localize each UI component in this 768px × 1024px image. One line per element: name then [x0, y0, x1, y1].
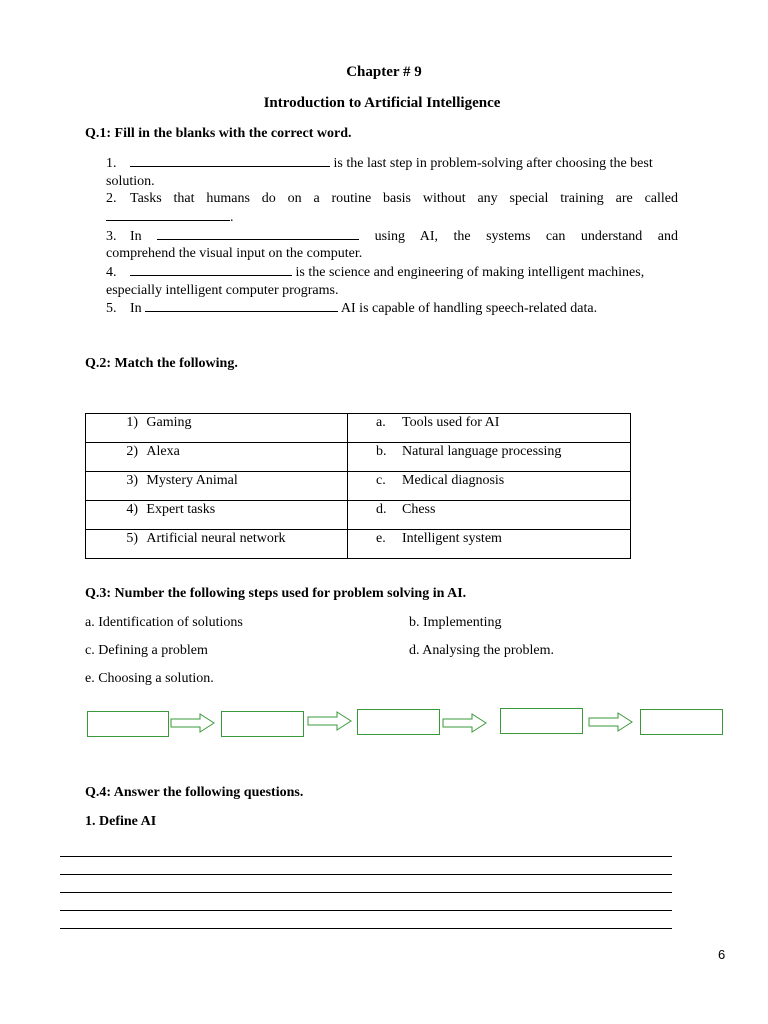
q1-item-1 [106, 154, 678, 191]
q1-item-2 [106, 190, 678, 208]
step-box-3[interactable] [357, 709, 440, 735]
table-row [86, 443, 631, 472]
step-b: b. Implementing [409, 615, 502, 630]
answer-line[interactable] [60, 892, 672, 893]
item-number: 4. [106, 265, 117, 280]
right-item: Medical diagnosis [402, 473, 505, 488]
step-e: e. Choosing a solution. [85, 671, 214, 686]
answer-line[interactable] [60, 874, 672, 875]
left-item: Mystery Animal [146, 473, 238, 488]
left-item: Gaming [146, 415, 192, 430]
q1-item-3-cont: comprehend the visual input on the computer. [106, 246, 363, 261]
right-letter: d. [376, 502, 387, 517]
table-row [86, 414, 631, 443]
item-text: Tasks that humans do on a routine basis without any special training are called [130, 191, 678, 206]
left-number: 3) [126, 473, 138, 488]
page-number: 6 [718, 947, 726, 962]
right-letter: b. [376, 444, 387, 459]
chapter-label: Chapter # 9 [346, 64, 422, 80]
right-letter: e. [376, 531, 386, 546]
q1-item-4 [106, 263, 678, 300]
left-item: Expert tasks [146, 502, 216, 517]
item-number: 1. [106, 156, 117, 171]
right-item: Tools used for AI [402, 415, 500, 430]
item-text: using AI, the systems can understand and [374, 229, 678, 244]
blank-field[interactable] [130, 154, 330, 167]
right-arrow-icon [307, 711, 353, 731]
q1-heading: Q.1: Fill in the blanks with the correct word. [85, 126, 352, 141]
q2-heading: Q.2: Match the following. [85, 356, 238, 371]
item-text-cont: especially intelligent computer programs. [106, 283, 339, 298]
left-number: 4) [126, 502, 138, 517]
q4-sub-question: 1. Define AI [85, 814, 157, 829]
answer-line[interactable] [60, 910, 672, 911]
left-number: 2) [126, 444, 138, 459]
step-box-2[interactable] [221, 711, 304, 737]
page-title: Introduction to Artificial Intelligence [263, 95, 501, 111]
item-text: is the last step in problem-solving after choosing the best [333, 156, 653, 171]
left-item: Alexa [146, 444, 180, 459]
step-a: a. Identification of solutions [85, 615, 243, 630]
blank-field[interactable] [157, 227, 359, 240]
left-number: 5) [126, 531, 138, 546]
item-text-cont: solution. [106, 174, 155, 189]
table-row [86, 472, 631, 501]
right-arrow-icon [170, 713, 216, 733]
item-text: In [130, 229, 142, 244]
item-number: 5. [106, 301, 117, 316]
q1-item-5 [106, 299, 678, 318]
step-d: d. Analysing the problem. [409, 643, 555, 658]
item-text: AI is capable of handling speech-related data. [340, 301, 598, 316]
right-arrow-icon [588, 712, 634, 732]
blank-field[interactable] [145, 299, 338, 312]
item-text: is the science and engineering of making intelligent machines, [295, 265, 645, 280]
table-row [86, 501, 631, 530]
q4-heading: Q.4: Answer the following questions. [85, 785, 304, 800]
step-c: c. Defining a problem [85, 643, 208, 658]
step-box-5[interactable] [640, 709, 723, 735]
step-box-1[interactable] [87, 711, 169, 737]
step-box-4[interactable] [500, 708, 583, 734]
blank-field[interactable] [106, 208, 230, 221]
left-item: Artificial neural network [146, 531, 286, 546]
item-text: In [130, 301, 142, 316]
right-letter: a. [376, 415, 386, 430]
q3-heading: Q.3: Number the following steps used for problem solving in AI. [85, 586, 467, 601]
answer-line[interactable] [60, 856, 672, 857]
right-letter: c. [376, 473, 386, 488]
right-item: Natural language processing [402, 444, 562, 459]
q1-item-3 [106, 227, 678, 246]
right-item: Intelligent system [402, 531, 502, 546]
right-arrow-icon [442, 713, 488, 733]
blank-field[interactable] [130, 263, 292, 276]
table-row [86, 530, 631, 559]
item-number: 2. [106, 191, 117, 206]
answer-line[interactable] [60, 928, 672, 929]
right-item: Chess [402, 502, 436, 517]
item-number: 3. [106, 229, 117, 244]
match-table [85, 413, 631, 559]
item-text: . [230, 210, 234, 225]
q1-item-2-cont [106, 208, 678, 227]
left-number: 1) [126, 415, 138, 430]
